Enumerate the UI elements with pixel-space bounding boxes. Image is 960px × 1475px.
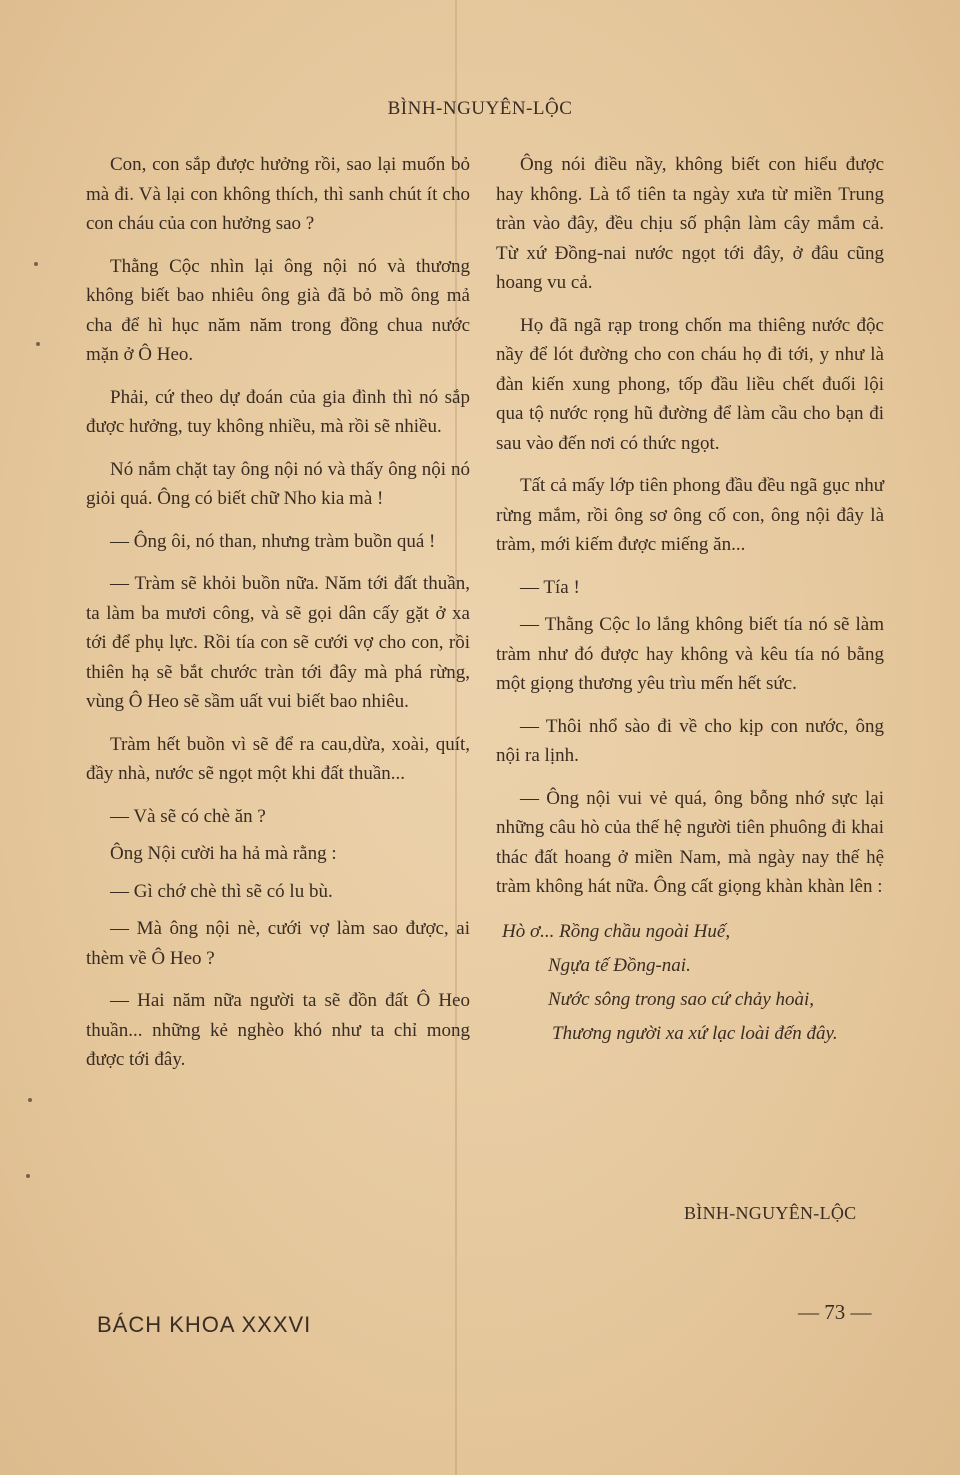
paragraph: Nó nắm chặt tay ông nội nó và thấy ông nội nó giỏi quá. Ông có biết chữ Nho kia mà ! bbox=[86, 458, 470, 509]
paragraph: — Ông ôi, nó than, nhưng tràm buồn quá ! bbox=[110, 530, 436, 552]
paragraph: — Tràm sẽ khỏi buồn nữa. Năm tới đất thuần, ta làm ba mươi công, và sẽ gọi dân cấy gặt ở xa tới để phụ lực. Rồi tía con sẽ cưới vợ cho con, rồi thiên hạ sẽ bắt chước tràn tới đây mà phá rừng, vùng Ô Heo sẽ sầm uất vui biết bao nhiêu. bbox=[86, 573, 470, 712]
paragraph: — Mà ông nội nè, cưới vợ làm sao được, ai thèm về Ô Heo ? bbox=[86, 918, 470, 969]
paragraph: Thằng Cộc nhìn lại ông nội nó và thương không biết bao nhiêu ông già đã bỏ mồ ông mả cha để hì hục năm năm trong đồng chua nước mặn ở Ô Heo. bbox=[86, 255, 470, 365]
paragraph: — Hai năm nữa người ta sẽ đồn đất Ô Heo thuần... những kẻ nghèo khó như ta chỉ mong được tới đây. bbox=[86, 990, 470, 1070]
page-number: — 73 — bbox=[798, 1300, 872, 1324]
publication-footer: BÁCH KHOA XXXVI bbox=[97, 1312, 312, 1337]
paper-speck bbox=[28, 1098, 32, 1102]
paragraph: — Tía ! bbox=[520, 576, 580, 598]
paragraph: Họ đã ngã rạp trong chốn ma thiêng nước độc nầy để lót đường cho con cháu họ đi tới, y như là đàn kiến xung phong, tốp đầu liều chết đuối lội qua tộ nước rọng hũ đường để làm cầu cho bạn đi sau vào đến nơi có thức ngọt. bbox=[496, 314, 884, 454]
paragraph: — Gì chớ chè thì sẽ có lu bù. bbox=[110, 880, 333, 902]
running-header: BÌNH-NGUYÊN-LỘC bbox=[387, 98, 573, 119]
paper-speck bbox=[36, 342, 40, 346]
verse-line: Hò ơ... Rồng chầu ngoài Huế, bbox=[502, 920, 731, 942]
paragraph: Ông nói điều nầy, không biết con hiểu được hay không. Là tổ tiên ta ngày xưa từ miền Trung tràn vào đây, đều chịu số phận làm cây mắm cả. Từ xứ Đồng-nai nước ngọt tới đây, ở đâu cũng hoang vu cả. bbox=[496, 154, 884, 293]
paragraph: — Thôi nhổ sào đi về cho kịp con nước, ông nội ra lịnh. bbox=[496, 715, 884, 766]
paragraph: Phải, cứ theo dự đoán của gia đình thì nó sắp được hưởng, tuy không nhiều, mà rồi sẽ nhiều. bbox=[86, 386, 470, 437]
verse-line: Thương người xa xứ lạc loài đến đây. bbox=[552, 1022, 838, 1044]
author-signature: BÌNH-NGUYÊN-LỘC bbox=[684, 1203, 857, 1223]
paragraph: — Thằng Cộc lo lắng không biết tía nó sẽ làm tràm như đó được hay không và kêu tía nó bằng một giọng thương yêu trìu mến hết sức. bbox=[496, 614, 884, 694]
paragraph: Tất cả mấy lớp tiên phong đầu đều ngã gục như rừng mắm, rồi ông sơ ông cố con, ông nội đây là tràm, mới kiếm được miếng ăn... bbox=[496, 475, 884, 555]
paper-speck bbox=[34, 262, 38, 266]
paragraph: — Ông nội vui vẻ quá, ông bỗng nhớ sực lại những câu hò của thế hệ người tiên phuông đi khai thác đất hoang ở miền Nam, mà ngày nay thế hệ tràm không hát nữa. Ông cất giọng khàn khàn lên : bbox=[496, 787, 884, 897]
verse-line: Ngựa tế Đồng-nai. bbox=[548, 954, 691, 976]
paragraph: Tràm hết buồn vì sẽ để ra cau,dừa, xoài, quít, đầy nhà, nước sẽ ngọt một khi đất thuần... bbox=[86, 733, 470, 784]
folk-song-verse bbox=[496, 915, 884, 1051]
paragraph: Con, con sắp được hưởng rồi, sao lại muốn bỏ mà đi. Và lại con không thích, thì sanh chút ít cho con cháu của con hưởng sao ? bbox=[86, 154, 470, 234]
left-column bbox=[86, 150, 470, 1088]
right-column bbox=[496, 150, 884, 1051]
paragraph: — Và sẽ có chè ăn ? bbox=[110, 805, 266, 827]
paper-speck bbox=[26, 1174, 30, 1178]
paragraph: Ông Nội cười ha hả mà rằng : bbox=[110, 843, 337, 864]
verse-line: Nước sông trong sao cứ chảy hoài, bbox=[548, 988, 815, 1010]
